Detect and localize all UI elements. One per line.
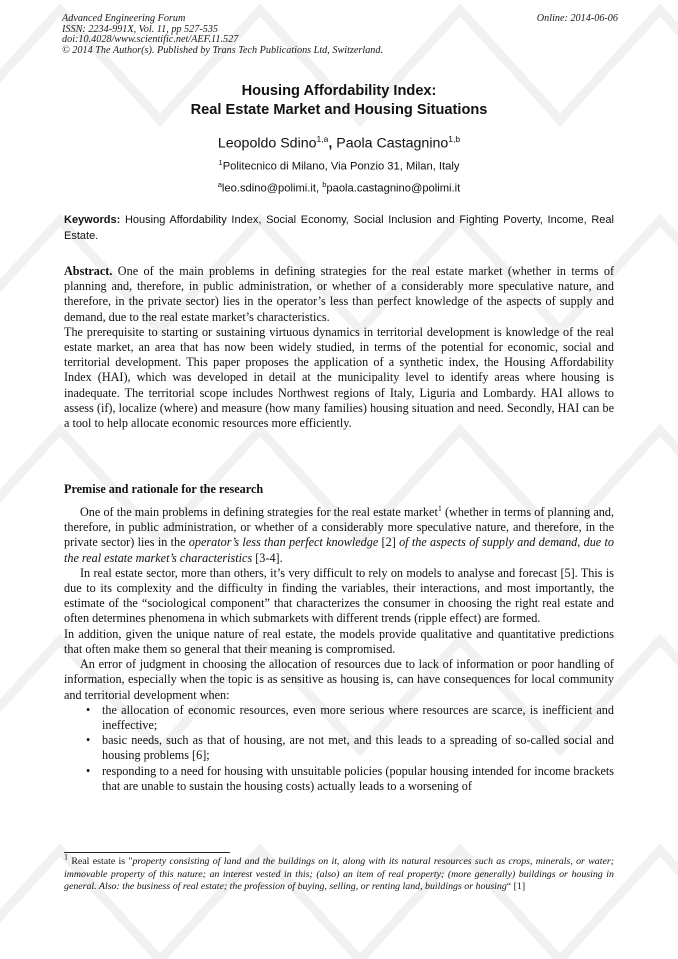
email-b-superscript: b bbox=[322, 180, 327, 189]
list-item bbox=[64, 703, 614, 733]
list-item bbox=[64, 733, 614, 763]
section-paragraph-3: In addition, given the unique nature of real estate, the models provide qualitative and quantitative predictions that often make them so general that their meaning is compromised. bbox=[64, 626, 614, 656]
section-heading: Premise and rationale for the research bbox=[64, 482, 264, 496]
email-separator: , bbox=[315, 182, 323, 195]
abstract-p1-text: One of the main problems in defining strategies for the real estate market (whether in terms of planning and, therefore, in public administration, or whether of a considerably more speculative nature, and therefore, in the private sector) lies in the operator’s less than perfect knowledge of the aspects of supply and demand, due to the real estate market’s characteristics. bbox=[64, 264, 615, 324]
section-body bbox=[64, 501, 614, 794]
footnote-lead: Real estate is " bbox=[68, 856, 133, 867]
abstract-paragraph-2: The prerequisite to starting or sustaining virtuous dynamics in territorial development is knowledge of the real estate market, an area that has now been widely studied, in terms of the potential for economic, social and territorial development. This paper proposes the application of a synthetic index, the Housing Affordability Index (HAI), which was developed in detail at the municipality level to identify areas where housing is inadequate. The territorial scope includes Northwest regions of Italy, Liguria and Lombardy. HAI allows to assess (if), localize (where) and measure (how many families) housing situation and need. Secondly, HAI can be a tool to help allocate economic resources more efficiently. bbox=[64, 324, 614, 431]
author-1-superscript: 1,a bbox=[316, 134, 329, 144]
bullet-icon: • bbox=[86, 702, 91, 717]
bullet-icon: • bbox=[86, 763, 91, 778]
list-item bbox=[64, 764, 614, 794]
abstract-label: Abstract. bbox=[64, 264, 113, 278]
section-paragraph-4: An error of judgment in choosing the allocation of resources due to lack of information or poor handling of information, especially when the topic is as sensitive as housing is, can have consequences for local community and territorial development when: bbox=[64, 657, 614, 702]
p1-part-a: One of the main problems in defining strategies for the real estate market bbox=[80, 505, 438, 520]
affiliation-text: Politecnico di Milano, Via Ponzio 31, Milan, Italy bbox=[222, 160, 460, 173]
email-b[interactable]: paola.castagnino@polimi.it bbox=[326, 182, 461, 195]
journal-issn: ISSN: 2234-991X, Vol. 11, pp 527-535 bbox=[62, 23, 219, 35]
list-item-text: basic needs, such as that of housing, are not met, and this leads to a spreading of so-called social and housing problems [6]; bbox=[102, 733, 614, 763]
p1-italic-1: operator’s less than perfect knowledge bbox=[188, 535, 379, 550]
bullet-icon: • bbox=[86, 733, 91, 748]
list-item-text: the allocation of economic resources, even more serious where resources are scarce, is inefficient and ineffective; bbox=[102, 702, 614, 732]
journal-header bbox=[62, 14, 618, 56]
email-a-superscript: a bbox=[217, 180, 222, 189]
list-item-text: responding to a need for housing with unsuitable policies (popular housing intended for income brackets that are unable to sustain the housing costs) actually leads to a worsening of bbox=[102, 763, 614, 793]
author-list bbox=[0, 130, 678, 153]
consequence-list bbox=[64, 703, 614, 794]
footnote-definition: property consisting of land and the buildings on it, along with its natural resources such as crops, minerals, or water; immovable property of this nature; an interest vested in this; (also) an item of real property; (more generally) buildings or housing in general. Also: the business of real estate; the profession of buying, selling, or renting land, buildings or housing bbox=[64, 856, 614, 893]
abstract-paragraph-1 bbox=[64, 264, 614, 325]
footnote bbox=[64, 852, 614, 894]
p1-italic-2: of the aspects of supply and demand, due to the real estate market’s characteristics bbox=[64, 535, 614, 565]
author-emails bbox=[0, 178, 678, 196]
keywords-text: Housing Affordability Index, Social Economy, Social Inclusion and Fighting Poverty, Income, Real Estate. bbox=[64, 214, 614, 242]
title-line-2: Real Estate Market and Housing Situations bbox=[190, 102, 488, 118]
p1-part-b: (whether in terms of planning and, therefore, in public administration, or whether of a considerably more speculative nature, and therefore, in the private sector) lies in the bbox=[64, 505, 614, 550]
footnote-citation: “ [1] bbox=[506, 881, 526, 893]
footnote-divider bbox=[64, 852, 230, 853]
author-2-superscript: 1,b bbox=[448, 134, 461, 144]
paper-title bbox=[0, 82, 678, 120]
affiliation bbox=[0, 156, 678, 174]
keywords bbox=[64, 213, 614, 244]
author-2: Paola Castagnino bbox=[336, 135, 449, 152]
journal-doi: doi:10.4028/www.scientific.net/AEF.11.527 bbox=[62, 34, 239, 46]
footnote-marker[interactable]: 1 bbox=[437, 504, 442, 513]
section-paragraph-1 bbox=[64, 501, 614, 566]
affiliation-superscript: 1 bbox=[218, 158, 223, 167]
online-date: Online: 2014-06-06 bbox=[536, 13, 618, 24]
p1-ref-2: [3-4]. bbox=[252, 550, 283, 565]
email-a[interactable]: leo.sdino@polimi.it bbox=[221, 182, 316, 195]
title-line-1: Housing Affordability Index: bbox=[241, 83, 437, 99]
footnote-number: 1 bbox=[64, 852, 68, 862]
section-paragraph-2: In real estate sector, more than others, it’s very difficult to rely on models to analyse and forecast [5]. This is due to its complexity and the difficulty in finding the variables, their interactions, and most importantly, the estimate of the “sociological component” that characterizes the consumer in choosing the right real estate and often determines phenomena in which submarkets with different trends (ripple effect) are formed. bbox=[64, 565, 614, 626]
journal-name: Advanced Engineering Forum bbox=[62, 13, 186, 24]
journal-copyright: © 2014 The Author(s). Published by Trans Tech Publications Ltd, Switzerland. bbox=[62, 44, 384, 56]
keywords-label: Keywords: bbox=[64, 214, 121, 226]
author-separator: , bbox=[328, 135, 333, 152]
author-1: Leopoldo Sdino bbox=[217, 135, 317, 152]
abstract bbox=[64, 264, 614, 431]
p1-ref-1: [2] bbox=[378, 535, 400, 550]
